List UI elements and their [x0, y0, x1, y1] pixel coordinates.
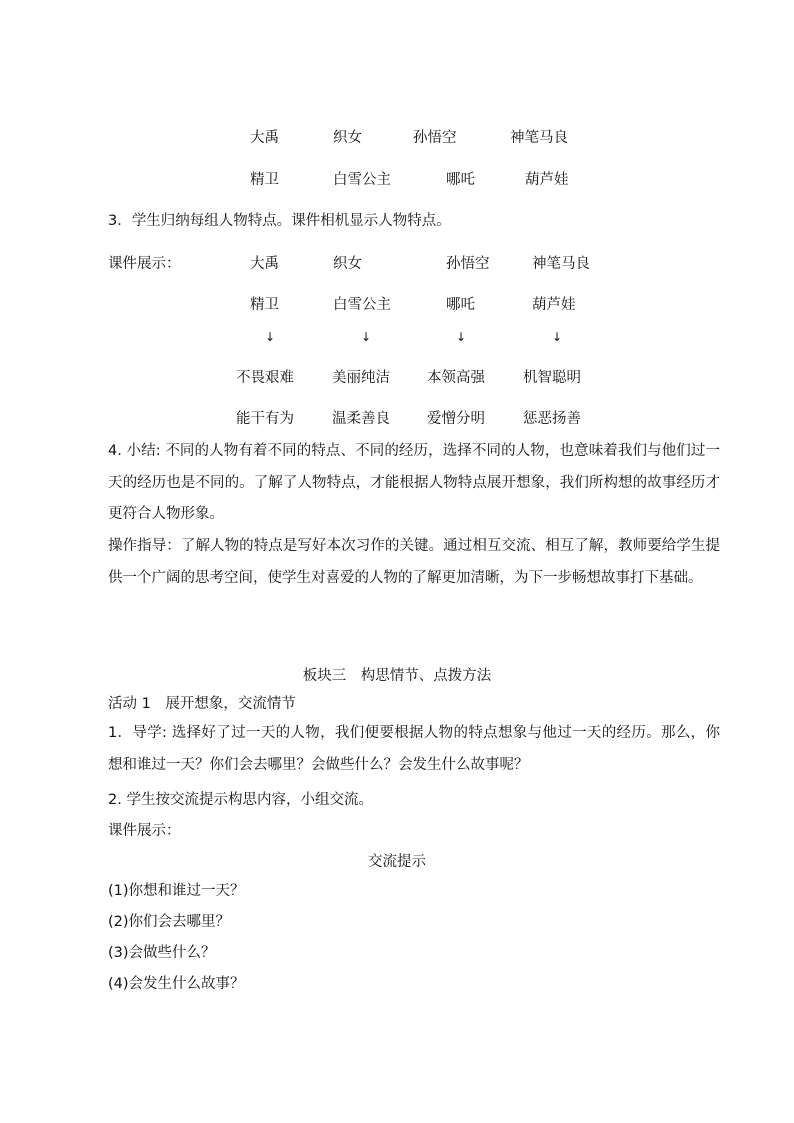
grid1-r2-c3: 哪吒 [446, 172, 475, 188]
trait1-c1: 不畏艰难 [236, 370, 294, 386]
down-arrow-icon: ↓ [456, 330, 467, 344]
down-arrow-icon: ↓ [265, 330, 276, 344]
trait2-c4: 惩恶扬善 [523, 411, 581, 427]
section-title: 板块三 构思情节、点拨方法 [302, 668, 492, 684]
courseware-label-2: 课件展示： [108, 823, 181, 839]
prompt-item: (4)会发生什么故事？ [108, 976, 245, 992]
step3-text: 3．学生归纳每组人物特点。课件相机显示人物特点。 [108, 213, 451, 229]
grid1-r2-c2: 白雪公主 [333, 172, 391, 188]
grid1-r1-c4: 神笔马良 [510, 130, 568, 146]
grid1-r1-c3: 孙悟空 [413, 130, 457, 146]
prompt-item: (1)你想和谁过一天？ [108, 883, 245, 899]
grid2-r2-c3: 哪吒 [446, 297, 475, 313]
trait1-c4: 机智聪明 [523, 370, 581, 386]
grid1-r1-c1: 大禹 [250, 130, 279, 146]
down-arrow-icon: ↓ [361, 330, 372, 344]
step2-text: 2. 学生按交流提示构思内容，小组交流。 [108, 792, 373, 808]
grid2-r1-c2: 织女 [333, 256, 362, 272]
grid2-r2-c4: 葫芦娃 [532, 297, 576, 313]
prompt-item: (3)会做些什么？ [108, 945, 216, 961]
grid1-r2-c4: 葫芦娃 [525, 172, 569, 188]
grid2-r1-c1: 大禹 [250, 256, 279, 272]
trait2-c3: 爱憎分明 [427, 411, 485, 427]
grid2-r1-c3: 孙悟空 [446, 256, 490, 272]
prompt-title: 交流提示 [368, 854, 426, 870]
activity-heading: 活动 1 展开想象，交流情节 [108, 696, 296, 712]
summary-paragraph: 4. 小结: 不同的人物有着不同的特点、不同的经历，选择不同的人物，也意味着我们与他们过一天的经历也是不同的。了解了人物特点，才能根据人物特点展开想象，我们所构想的故事经历才更符合人物形象。 [108, 443, 720, 522]
grid1-r1-c2: 织女 [333, 130, 362, 146]
grid2-r1-c4: 神笔马良 [532, 256, 590, 272]
trait1-c3: 本领高强 [427, 370, 485, 386]
trait1-c2: 美丽纯洁 [332, 370, 390, 386]
step1-paragraph: 1．导学: 选择好了过一天的人物，我们便要根据人物的特点想象与他过一天的经历。那么，你想和谁过一天？你们会去哪里？会做些什么？会发生什么故事呢？ [108, 725, 720, 773]
courseware-label: 课件展示： [108, 256, 181, 272]
grid1-r2-c1: 精卫 [250, 172, 279, 188]
guidance-paragraph: 操作指导：了解人物的特点是写好本次习作的关键。通过相互交流、相互了解，教师要给学生提供一个广阔的思考空间，使学生对喜爱的人物的了解更加清晰，为下一步畅想故事打下基础。 [108, 538, 720, 586]
trait2-c1: 能干有为 [236, 411, 294, 427]
grid2-r2-c1: 精卫 [250, 297, 279, 313]
down-arrow-icon: ↓ [552, 330, 563, 344]
prompt-item: (2)你们会去哪里？ [108, 914, 231, 930]
grid2-r2-c2: 白雪公主 [333, 297, 391, 313]
trait2-c2: 温柔善良 [332, 411, 390, 427]
